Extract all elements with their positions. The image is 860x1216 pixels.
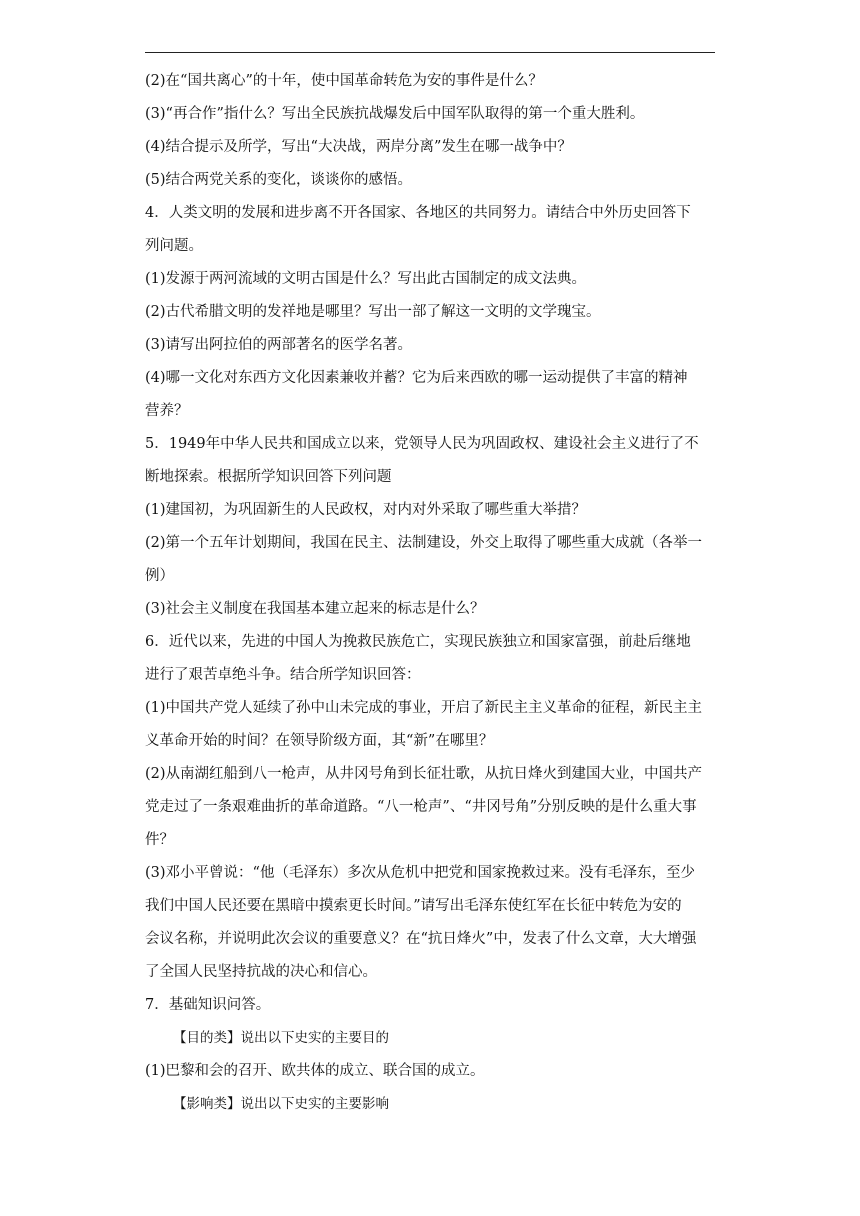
q5-stem-cont: 断地探索。根据所学知识回答下列问题 — [145, 469, 392, 485]
q5-stem: 5．1949年中华人民共和国成立以来，党领导人民为巩固政权、建设社会主义进行了不 — [145, 436, 699, 452]
q6-stem-cont: 进行了艰苦卓绝斗争。结合所学知识回答： — [145, 667, 421, 683]
q6-sub2-cont: 党走过了一条艰难曲折的革命道路。“八一枪声”、“井冈号角”分别反映的是什么重大事 — [145, 799, 697, 815]
q3-sub2: (2)在“国共离心”的十年，使中国革命转危为安的事件是什么？ — [145, 73, 543, 89]
q6-sub3-cont3: 了全国人民坚持抗战的决心和信心。 — [145, 964, 377, 980]
q7-impact-tag: 【影响类】说出以下史实的主要影响 — [173, 1096, 389, 1112]
q6-sub2-cont2: 件？ — [145, 832, 174, 848]
q6-sub3-cont: 我们中国人民还要在黑暗中摸索更长时间。”请写出毛泽东使红军在长征中转危为安的 — [145, 898, 682, 914]
q4-sub1: (1)发源于两河流域的文明古国是什么？写出此古国制定的成文法典。 — [145, 271, 587, 287]
q4-sub4-cont: 营养？ — [145, 403, 189, 419]
q4-sub3: (3)请写出阿拉伯的两部著名的医学名著。 — [145, 337, 413, 353]
q4-sub2: (2)古代希腊文明的发祥地是哪里？写出一部了解这一文明的文学瑰宝。 — [145, 304, 601, 320]
q4-stem: 4．人类文明的发展和进步离不开各国家、各地区的共同努力。请结合中外历史回答下 — [145, 205, 691, 221]
q6-sub1: (1)中国共产党人延续了孙中山未完成的事业，开启了新民主主义革命的征程，新民主主 — [145, 700, 703, 716]
q6-sub1-cont: 义革命开始的时间？在领导阶级方面，其“新”在哪里？ — [145, 733, 494, 749]
q5-sub2: (2)第一个五年计划期间，我国在民主、法制建设，外交上取得了哪些重大成就（各举一 — [145, 535, 703, 551]
question-document — [145, 70, 715, 1115]
q7-purpose-tag: 【目的类】说出以下史实的主要目的 — [173, 1030, 389, 1046]
q6-stem: 6．近代以来，先进的中国人为挽救民族危亡，实现民族独立和国家富强，前赴后继地 — [145, 634, 691, 650]
q6-sub3: (3)邓小平曾说：“他（毛泽东）多次从危机中把党和国家挽救过来。没有毛泽东，至少 — [145, 865, 695, 881]
q3-sub5: (5)结合两党关系的变化，谈谈你的感悟。 — [145, 172, 413, 188]
q5-sub3: (3)社会主义制度在我国基本建立起来的标志是什么？ — [145, 601, 485, 617]
q6-sub3-cont2: 会议名称，并说明此次会议的重要意义？在“抗日烽火”中，发表了什么文章，大大增强 — [145, 931, 697, 947]
q5-sub2-cont: 例） — [145, 568, 174, 584]
q3-sub4: (4)结合提示及所学，写出“大决战，两岸分离”发生在哪一战争中？ — [145, 139, 572, 155]
q7-sub1: (1)巴黎和会的召开、欧共体的成立、联合国的成立。 — [145, 1063, 485, 1079]
q6-sub2: (2)从南湖红船到八一枪声，从井冈号角到长征壮歌，从抗日烽火到建国大业，中国共产 — [145, 766, 703, 782]
q3-sub3: (3)“再合作”指什么？写出全民族抗战爆发后中国军队取得的第一个重大胜利。 — [145, 106, 645, 122]
q5-sub1: (1)建国初，为巩固新生的人民政权，对内对外采取了哪些重大举措？ — [145, 502, 587, 518]
q4-sub4: (4)哪一文化对东西方文化因素兼收并蓄？它为后来西欧的哪一运动提供了丰富的精神 — [145, 370, 688, 386]
header-rule — [145, 52, 715, 53]
q4-stem-cont: 列问题。 — [145, 238, 203, 254]
q7-stem: 7．基础知识问答。 — [145, 997, 271, 1013]
